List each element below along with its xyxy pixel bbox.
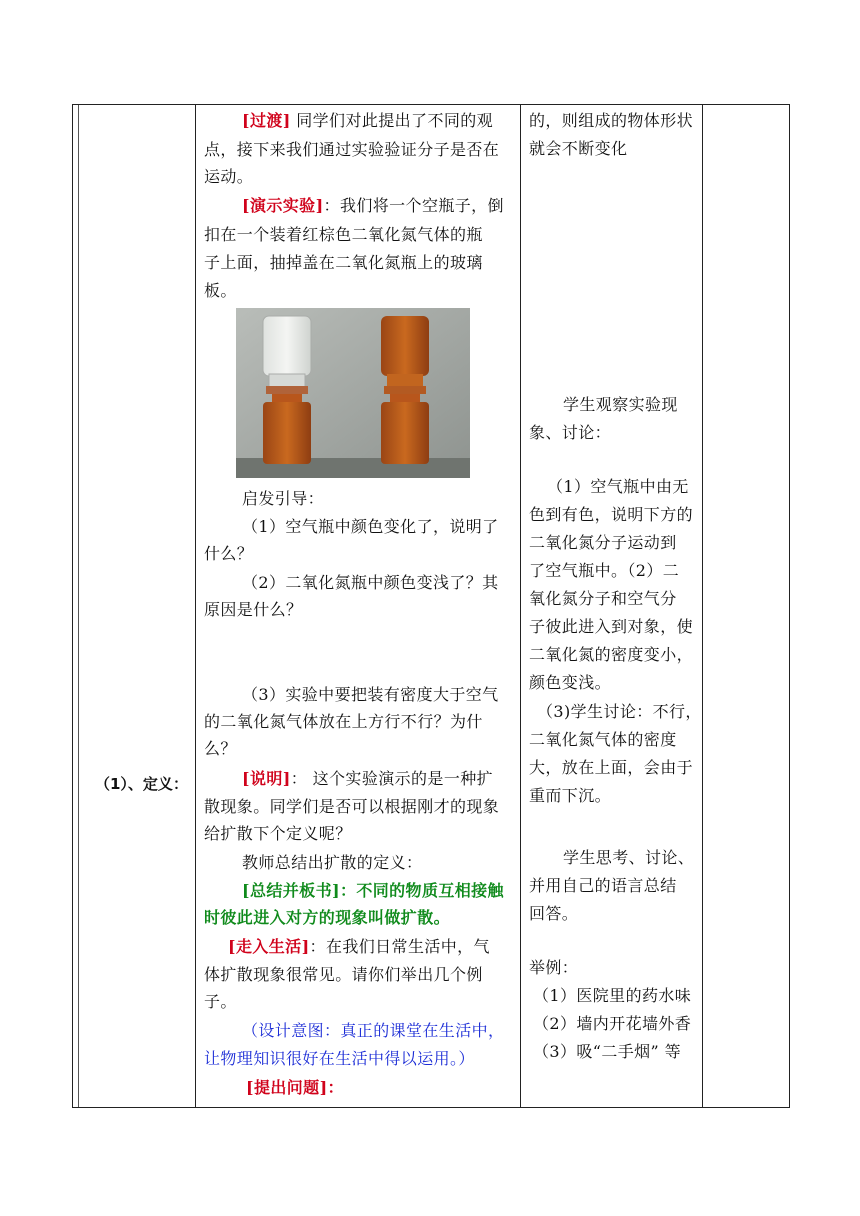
transition-line-1	[242, 111, 493, 131]
answer-1-line-7: 二氧化氮的密度变小，	[529, 645, 694, 664]
life-tag: [走入生活]	[228, 937, 310, 956]
demo-tag: [演示实验]	[242, 196, 324, 215]
answer-3-line-4: 重而下沉。	[529, 786, 612, 805]
question-2-line-2: 原因是什么？	[204, 600, 303, 619]
demo-line-2: 扣在一个装着红棕色二氧化氮气体的瓶	[204, 225, 483, 244]
column-divider-1	[195, 105, 196, 1107]
question-1-line-1: （1）空气瓶中颜色变化了，说明了	[242, 517, 499, 536]
student-top-line-1: 的，则组成的物体形状	[529, 111, 694, 130]
example-1: （1）医院里的药水味	[533, 986, 692, 1005]
raise-question-tag: [提出问题]：	[246, 1078, 344, 1097]
think-line-2: 并用自己的语言总结	[529, 876, 677, 895]
table-double-border	[78, 105, 79, 1107]
demo-line-1	[242, 196, 504, 216]
answer-1-line-1: （1）空气瓶中由无	[547, 477, 689, 496]
answer-1-line-2: 色到有色，说明下方的	[529, 505, 694, 524]
observe-line-2: 象、讨论：	[529, 423, 612, 442]
column-divider-3	[702, 105, 703, 1107]
answer-3-line-3: 大，放在上面，会由于	[529, 758, 694, 777]
right-bottle-pair	[381, 316, 429, 464]
life-line-1	[228, 937, 490, 957]
demo-text: ：我们将一个空瓶子，倒	[323, 196, 504, 215]
student-top-line-2: 就会不断变化	[529, 139, 628, 158]
design-intent-line-2: 让物理知识很好在生活中得以运用。）	[204, 1049, 475, 1068]
examples-title: 举例：	[529, 958, 579, 977]
guide-heading: 启发引导：	[242, 489, 325, 508]
note-tag: [说明]	[242, 769, 291, 788]
question-2-line-1: （2）二氧化氮瓶中颜色变浅了？其	[242, 573, 499, 592]
answer-1-line-5: 氧化氮分子和空气分	[529, 589, 677, 608]
lesson-table	[72, 104, 790, 1108]
transition-line-3: 运动。	[204, 167, 254, 186]
think-line-1: 学生思考、讨论、	[563, 848, 695, 867]
life-line-3: 子。	[204, 992, 237, 1011]
question-3-line-3: 么？	[204, 739, 237, 758]
observe-line-1: 学生观察实验现	[563, 395, 678, 414]
note-line-3: 给扩散下个定义呢？	[204, 824, 352, 843]
example-3: （3）吸“二手烟” 等	[533, 1042, 682, 1061]
answer-1-line-8: 颜色变浅。	[529, 673, 612, 692]
question-1-line-2: 什么？	[204, 544, 254, 563]
row-label: （1）、定义：	[95, 775, 188, 793]
demo-line-3: 子上面，抽掉盖在二氧化氮瓶上的玻璃	[204, 253, 483, 272]
life-line-2: 体扩散现象很常见。请你们举出几个例	[204, 965, 483, 984]
note-line-1	[242, 769, 493, 789]
think-line-3: 回答。	[529, 904, 579, 923]
note-line-2: 散现象。同学们是否可以根据刚才的现象	[204, 797, 500, 816]
design-intent-line-1: （设计意图：真正的课堂在生活中，	[242, 1021, 505, 1040]
question-3-line-1: （3）实验中要把装有密度大于空气	[242, 685, 499, 704]
diffusion-experiment-photo	[236, 308, 470, 478]
example-2: （2）墙内开花墙外香	[533, 1014, 692, 1033]
board-definition-line-2: 时彼此进入对方的现象叫做扩散。	[204, 908, 451, 927]
left-bottle-pair	[263, 316, 311, 464]
transition-text: 同学们对此提出了不同的观	[296, 111, 494, 130]
answer-1-line-6: 子彼此进入到对象，使	[529, 617, 694, 636]
note-text: ： 这个实验演示的是一种扩	[290, 769, 494, 788]
transition-tag: [过渡]	[242, 111, 291, 130]
answer-3-line-2: 二氧化氮气体的密度	[529, 730, 677, 749]
board-definition-line-1: [总结并板书]：不同的物质互相接触	[242, 881, 504, 900]
summary-intro: 教师总结出扩散的定义：	[242, 853, 423, 872]
answer-1-line-3: 二氧化氮分子运动到	[529, 533, 677, 552]
question-3-line-2: 的二氧化氮气体放在上方行不行？为什	[204, 712, 483, 731]
answer-3-line-1: （3)学生讨论：不行，	[537, 702, 702, 721]
demo-line-4: 板。	[204, 281, 237, 300]
answer-1-line-4: 了空气瓶中。（2）二	[529, 561, 680, 580]
life-text: ：在我们日常生活中，气	[309, 937, 490, 956]
column-divider-2	[520, 105, 521, 1107]
transition-line-2: 点，接下来我们通过实验验证分子是否在	[204, 140, 500, 159]
